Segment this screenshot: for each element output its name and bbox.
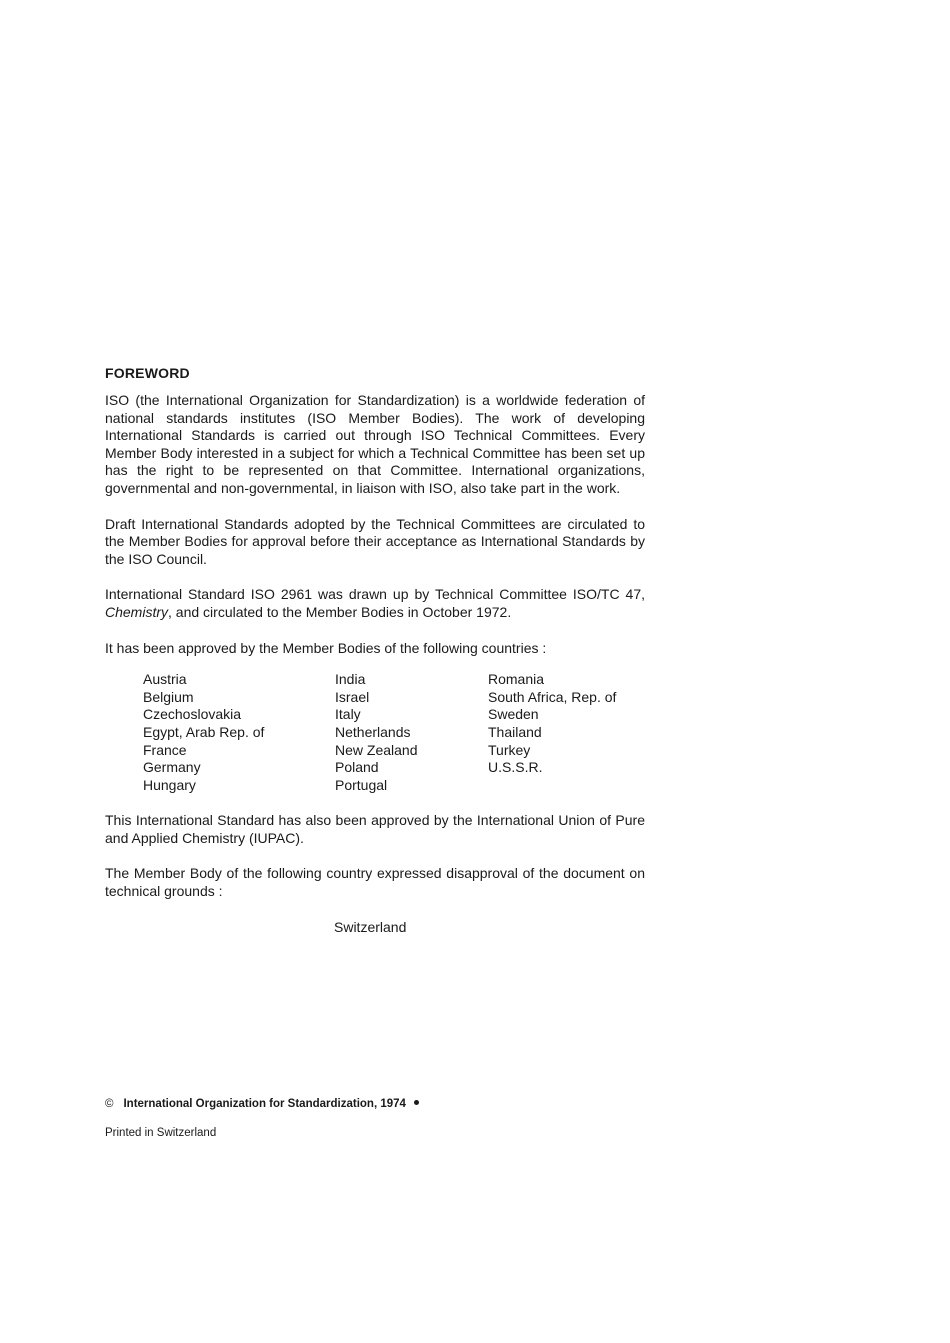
country-item: Italy (335, 706, 361, 723)
paragraph-standard-origin (105, 586, 645, 621)
country-item: India (335, 671, 366, 688)
country-item: Sweden (488, 706, 539, 723)
paragraph-draft-standards: Draft International Standards adopted by the Technical Committees are circulated to the Member Bodies for approval before their acceptance as International Standards by the ISO Council. (105, 515, 645, 567)
foreword-section (105, 364, 645, 936)
paragraph-disapproval: The Member Body of the following country expressed disapproval of the document on technical grounds : (105, 865, 645, 900)
country-item: Poland (335, 759, 379, 776)
countries-column-2 (335, 671, 488, 794)
country-item: Netherlands (335, 723, 411, 740)
printed-location: Printed in Switzerland (105, 1127, 217, 1139)
country-item: Israel (335, 688, 370, 705)
copyright-line (105, 1096, 419, 1112)
country-item: U.S.S.R. (488, 759, 543, 776)
country-item: Germany (143, 759, 201, 776)
countries-column-3 (488, 671, 658, 794)
countries-column-1 (143, 671, 335, 794)
copyright-icon: © (105, 1098, 114, 1110)
foreword-heading: FOREWORD (105, 365, 190, 381)
paragraph-approval-intro: It has been approved by the Member Bodies of the following countries : (105, 639, 547, 656)
country-item: Czechoslovakia (143, 706, 242, 723)
bullet-dot-icon (414, 1100, 419, 1105)
country-item: New Zealand (335, 741, 418, 758)
paragraph-standard-origin-part2: , and circulated to the Member Bodies in October 1972. (168, 603, 512, 620)
paragraph-standard-origin-part1: International Standard ISO 2961 was drawn up by Technical Committee ISO/TC 47, (105, 586, 645, 603)
paragraph-iupac-approval: This International Standard has also been approved by the International Union of Pure and Applied Chemistry (IUPAC). (105, 812, 645, 846)
disapproving-country: Switzerland (334, 918, 407, 935)
country-item: Hungary (143, 776, 196, 793)
country-item: Austria (143, 671, 187, 688)
country-item: Egypt, Arab Rep. of (143, 723, 265, 740)
committee-name: Chemistry (105, 603, 169, 620)
paragraph-iso-intro: ISO (the International Organization for Standardization) is a worldwide federation of national standards institutes (ISO Member Bodies). The work of developing International Standards is carried out through ISO Technical Committees. Every Member Body interested in a subject for which a Technical Committee has been set up has the right to be represented on that Committee. International organizations, governmental and non-governmental, in liaison with ISO, also take part in the work. (105, 392, 645, 496)
approving-countries-list (143, 671, 645, 794)
country-item: Portugal (335, 776, 388, 793)
country-item: France (143, 741, 187, 758)
country-item: Turkey (488, 741, 531, 758)
country-item: Thailand (488, 723, 542, 740)
country-item: Romania (488, 671, 545, 688)
copyright-text: International Organization for Standardization, 1974 (123, 1098, 406, 1110)
country-item: Belgium (143, 688, 194, 705)
country-item: South Africa, Rep. of (488, 688, 617, 705)
